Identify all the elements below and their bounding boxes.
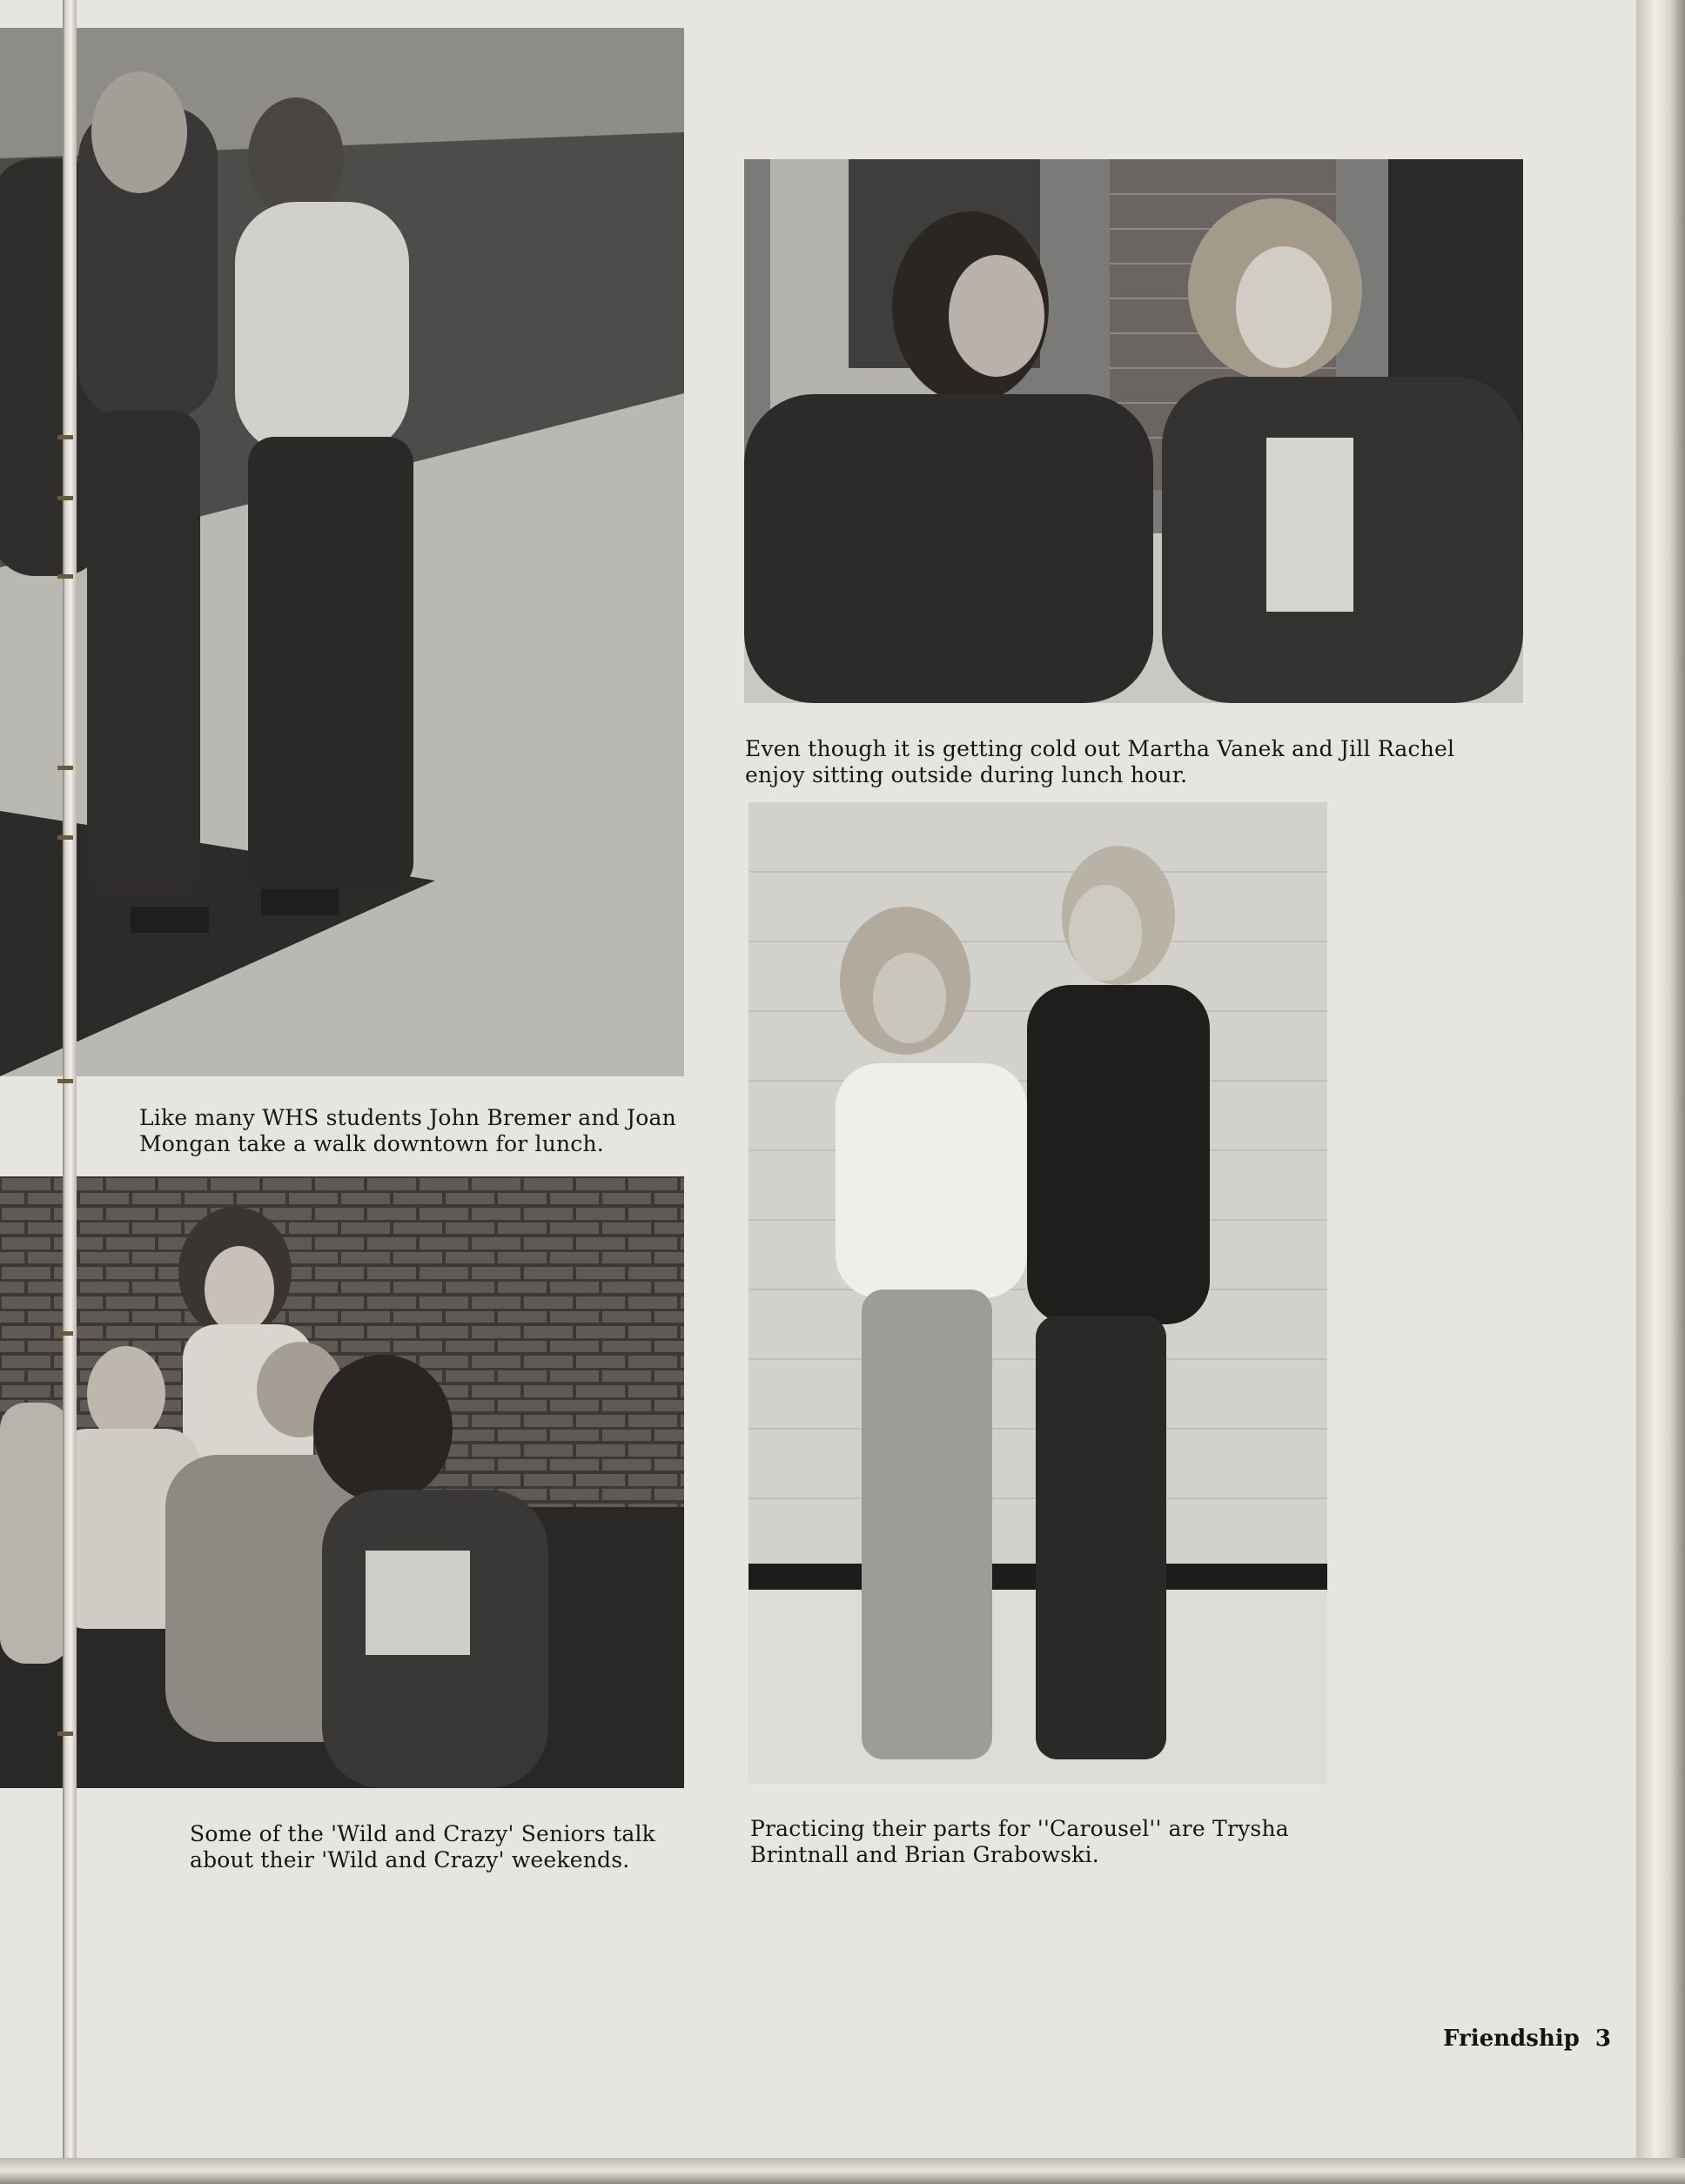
photo-carousel	[749, 802, 1327, 1784]
book-page-edge	[1636, 0, 1685, 2184]
caption-walk-line2: Mongan take a walk downtown for lunch.	[139, 1131, 604, 1156]
binding-stitch	[57, 574, 73, 579]
photo-sitting	[744, 159, 1523, 703]
caption-seniors-line2: about their 'Wild and Crazy' weekends.	[190, 1847, 630, 1872]
caption-sitting-line1: Even though it is getting cold out Martha Vanek and Jill Rachel	[745, 736, 1455, 761]
book-bottom-edge	[0, 2158, 1685, 2184]
caption-walk	[139, 1105, 676, 1157]
footer-section: Friendship	[1443, 2026, 1580, 2052]
photo-seniors	[0, 1176, 684, 1788]
binding-strip	[63, 0, 77, 2184]
photo-walk	[0, 28, 684, 1076]
binding-stitch	[57, 1331, 73, 1336]
caption-seniors	[190, 1821, 655, 1873]
caption-carousel-line1: Practicing their parts for ''Carousel'' are Trysha	[750, 1816, 1289, 1841]
binding-stitch	[57, 1732, 73, 1736]
binding-stitch	[57, 766, 73, 770]
caption-carousel-line2: Brintnall and Brian Grabowski.	[750, 1842, 1099, 1867]
caption-sitting-line2: enjoy sitting outside during lunch hour.	[745, 762, 1188, 787]
caption-seniors-line1: Some of the 'Wild and Crazy' Seniors talk	[190, 1821, 655, 1846]
caption-carousel	[750, 1816, 1289, 1868]
page-footer	[1443, 2026, 1627, 2052]
binding-stitch	[57, 435, 73, 439]
binding-stitch	[57, 835, 73, 840]
caption-walk-line1: Like many WHS students John Bremer and Joan	[139, 1105, 676, 1130]
binding-stitch	[57, 496, 73, 500]
caption-sitting	[745, 736, 1454, 788]
binding-stitch	[57, 1079, 73, 1083]
page-number: 3	[1594, 2026, 1611, 2052]
